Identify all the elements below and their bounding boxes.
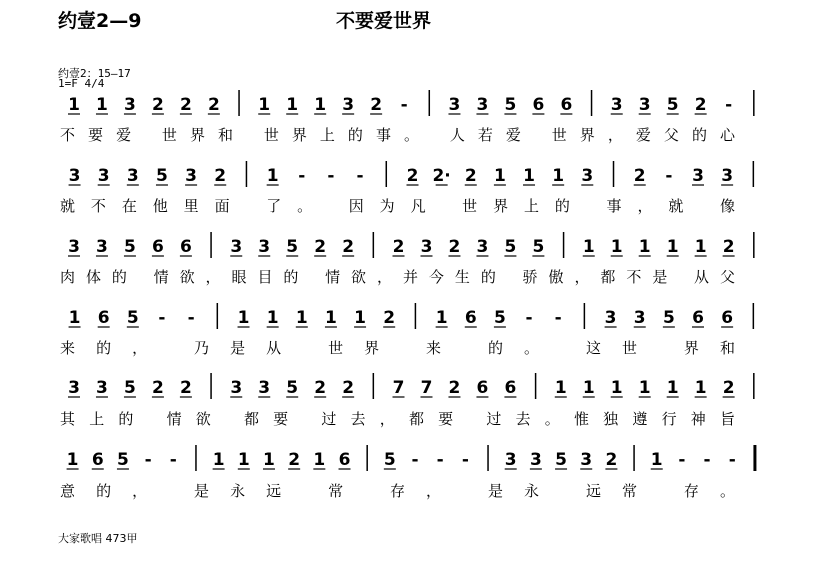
note: 1: [638, 378, 651, 398]
note: 5: [126, 308, 139, 328]
note: 5: [286, 237, 299, 257]
note: 7: [392, 378, 405, 398]
lyric-line: 来的， 乃是从 世界 来 的。 这世 界和: [60, 339, 735, 357]
note: 6: [97, 308, 110, 328]
note: 3: [230, 237, 243, 257]
note: -: [461, 450, 469, 470]
song-title: 不要爱世界: [336, 10, 432, 32]
note: 1: [266, 166, 279, 186]
key-signature: 1=F 4/4: [58, 77, 105, 90]
note: -: [411, 450, 419, 470]
note: 1: [237, 450, 250, 470]
note: 3: [448, 95, 461, 115]
note: 3: [721, 166, 734, 186]
note: 2·: [432, 166, 451, 186]
note: 2: [605, 450, 618, 470]
note: 1: [694, 378, 707, 398]
note: 2: [406, 166, 419, 186]
note: 2: [314, 237, 327, 257]
note: 2: [722, 237, 735, 257]
note: 5: [504, 237, 517, 257]
score-line: [68, 373, 754, 399]
note: 3: [633, 308, 646, 328]
note: 3: [504, 450, 517, 470]
note: 3: [96, 378, 108, 398]
note: 6: [504, 378, 517, 398]
note: 1: [354, 308, 366, 328]
note: 3: [96, 237, 108, 257]
note: 3: [604, 308, 617, 328]
note: 1: [638, 237, 651, 257]
note: -: [298, 166, 306, 186]
note: 3: [258, 237, 271, 257]
source-note: 大家歌唱 473甲: [58, 532, 138, 545]
note: 3: [68, 378, 80, 398]
note: 2: [448, 378, 461, 398]
note: 1: [263, 450, 275, 470]
note: 1: [295, 308, 308, 328]
note: 1: [523, 166, 535, 186]
note: 2: [288, 450, 301, 470]
note: 6: [338, 450, 351, 470]
score-line: [68, 232, 754, 258]
note: 1: [266, 308, 279, 328]
lyric-line: 肉体的 情欲，眼目的 情欲，并今生的 骄傲，都不是 从父: [60, 268, 735, 286]
note: 5: [286, 378, 299, 398]
note: 1: [313, 450, 326, 470]
note: 3: [638, 95, 651, 115]
note: 3: [258, 378, 271, 398]
note: -: [678, 450, 686, 470]
note: -: [728, 450, 736, 470]
note: 1: [582, 237, 595, 257]
note: -: [144, 450, 152, 470]
note: 6: [476, 378, 489, 398]
note: 2: [694, 95, 707, 115]
note: 6: [560, 95, 573, 115]
note: 1: [610, 378, 623, 398]
note: 6: [464, 308, 477, 328]
note: 1: [610, 237, 623, 257]
note: 1: [68, 95, 80, 115]
note: -: [436, 450, 444, 470]
scripture-reference: 约壹2—9: [58, 10, 142, 32]
lyric-line: 不要爱 世界和 世界上的事。 人若爱 世界，爱父的心: [60, 126, 735, 144]
note: 3: [68, 237, 80, 257]
note: 1: [314, 95, 327, 115]
note: 5: [666, 95, 679, 115]
note: 1: [286, 95, 299, 115]
note: 1: [552, 166, 565, 186]
note: 1: [237, 308, 250, 328]
note: 5: [124, 378, 136, 398]
note: 3: [420, 237, 433, 257]
note: 1: [66, 450, 79, 470]
note: 2: [179, 378, 192, 398]
note: 3: [185, 166, 198, 186]
note: 5: [504, 95, 517, 115]
note: 3: [476, 95, 489, 115]
note: 2: [151, 378, 164, 398]
note: 6: [721, 308, 734, 328]
note: 5: [662, 308, 675, 328]
note: 2: [448, 237, 461, 257]
note: 2: [464, 166, 477, 186]
note: 1: [435, 308, 448, 328]
note: 3: [692, 166, 704, 186]
note: 6: [532, 95, 545, 115]
note: 1: [666, 237, 679, 257]
note: 2: [314, 378, 327, 398]
note: 3: [342, 95, 355, 115]
lyric-line: 就不在他里面 了。 因为凡 世界上的 事，就 像: [60, 197, 735, 215]
note: 1: [582, 378, 595, 398]
note: 1: [666, 378, 679, 398]
note: 2: [214, 166, 227, 186]
note: 3: [610, 95, 623, 115]
verse-reference: 约壹2：15—17: [58, 67, 131, 80]
note: -: [169, 450, 177, 470]
note: 5: [532, 237, 545, 257]
note: 6: [151, 237, 164, 257]
note: 3: [476, 237, 489, 257]
note: 5: [383, 450, 396, 470]
note: 2: [370, 95, 383, 115]
score-line: [68, 90, 754, 116]
note: 2: [633, 166, 646, 186]
note: 1: [258, 95, 271, 115]
note: 3: [97, 166, 110, 186]
note: 1: [694, 237, 707, 257]
note: 2: [151, 95, 164, 115]
lyric-line: 其上的 情欲 都要 过去，都要 过去。惟独遵行神旨: [60, 410, 735, 428]
note: 6: [179, 237, 192, 257]
note: 3: [580, 450, 593, 470]
note: 2: [392, 237, 405, 257]
note: 3: [230, 378, 243, 398]
score-line: [69, 303, 754, 329]
note: -: [327, 166, 335, 186]
note: -: [554, 308, 562, 328]
note: 1: [493, 166, 506, 186]
note: 2: [207, 95, 220, 115]
score-line: [67, 445, 755, 471]
note: -: [158, 308, 166, 328]
note: 6: [692, 308, 704, 328]
note: 3: [529, 450, 542, 470]
note: 1: [96, 95, 108, 115]
note: -: [525, 308, 533, 328]
note: 5: [124, 237, 136, 257]
note: 3: [126, 166, 139, 186]
note: -: [725, 95, 733, 115]
note: 3: [581, 166, 594, 186]
note: 6: [91, 450, 104, 470]
note: 2: [179, 95, 192, 115]
note: -: [187, 308, 195, 328]
lyric-line: 意的， 是永远 常 存， 是永 远常 存。: [60, 482, 735, 500]
note: 5: [493, 308, 506, 328]
note: 1: [554, 378, 567, 398]
note: 5: [555, 450, 567, 470]
note: 1: [212, 450, 225, 470]
note: 5: [156, 166, 168, 186]
note: 2: [342, 237, 355, 257]
note: 1: [650, 450, 663, 470]
note: 2: [342, 378, 355, 398]
score-line: [69, 161, 754, 187]
note: 3: [68, 166, 81, 186]
note: -: [400, 95, 408, 115]
note: -: [665, 166, 673, 186]
note: 2: [383, 308, 396, 328]
note: 5: [117, 450, 129, 470]
note: 1: [68, 308, 81, 328]
note: 2: [722, 378, 735, 398]
note: 7: [420, 378, 433, 398]
note: 3: [124, 95, 136, 115]
note: 1: [325, 308, 337, 328]
note: -: [703, 450, 711, 470]
note: -: [356, 166, 364, 186]
